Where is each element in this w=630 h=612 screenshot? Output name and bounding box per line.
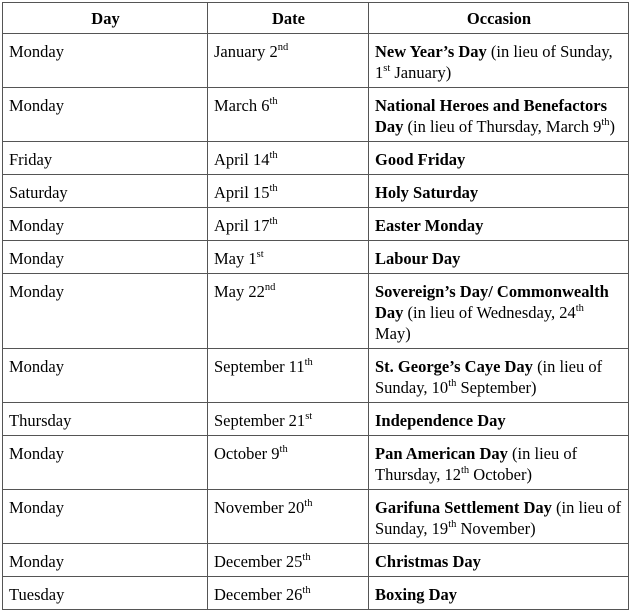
date-text: December 25 xyxy=(214,552,303,571)
table-row xyxy=(3,403,629,436)
occasion-note-suffix: th xyxy=(575,302,584,314)
occasion-name: Independence Day xyxy=(375,411,506,430)
occasion-cell xyxy=(369,577,629,610)
occasion-name: St. George’s Caye Day xyxy=(375,357,533,376)
occasion-note-suffix: th xyxy=(461,464,470,476)
occasion-note-suffix: st xyxy=(383,62,391,74)
date-text: April 14 xyxy=(214,150,270,169)
occasion-cell xyxy=(369,349,629,403)
table-row xyxy=(3,142,629,175)
date-suffix: th xyxy=(269,182,278,194)
date-cell xyxy=(208,208,369,241)
header-day: Day xyxy=(3,3,208,34)
date-text: April 15 xyxy=(214,183,270,202)
occasion-cell xyxy=(369,403,629,436)
date-cell xyxy=(208,490,369,544)
date-cell xyxy=(208,274,369,349)
date-suffix: th xyxy=(302,551,311,563)
date-suffix: nd xyxy=(264,281,276,293)
occasion-note-end: October) xyxy=(469,465,532,484)
date-suffix: st xyxy=(256,248,264,260)
table-row xyxy=(3,34,629,88)
date-text: January 2 xyxy=(214,42,278,61)
occasion-cell xyxy=(369,175,629,208)
date-text: October 9 xyxy=(214,444,280,463)
occasion-name: National Heroes and Benefactors Day xyxy=(375,96,608,136)
date-cell xyxy=(208,577,369,610)
date-suffix: th xyxy=(302,584,311,596)
day-cell: Monday xyxy=(3,349,208,403)
occasion-note-suffix: th xyxy=(448,518,457,530)
date-text: December 26 xyxy=(214,585,303,604)
day-cell: Monday xyxy=(3,34,208,88)
date-text: November 20 xyxy=(214,498,305,517)
day-cell: Monday xyxy=(3,241,208,274)
table-row xyxy=(3,241,629,274)
date-text: May 1 xyxy=(214,249,257,268)
occasion-note-suffix: th xyxy=(601,116,610,128)
occasion-cell xyxy=(369,142,629,175)
date-suffix: th xyxy=(269,149,278,161)
date-suffix: th xyxy=(304,356,313,368)
date-cell xyxy=(208,403,369,436)
date-cell xyxy=(208,88,369,142)
day-cell: Monday xyxy=(3,274,208,349)
date-text: April 17 xyxy=(214,216,270,235)
date-cell xyxy=(208,436,369,490)
occasion-note-end: November) xyxy=(456,519,536,538)
occasion-cell xyxy=(369,544,629,577)
day-cell: Monday xyxy=(3,208,208,241)
date-cell xyxy=(208,544,369,577)
occasion-note: (in lieu of Wednesday, 24 xyxy=(403,303,576,322)
date-suffix: th xyxy=(269,95,278,107)
occasion-name: Sovereign’s Day/ Commonwealth Day xyxy=(375,282,609,322)
occasion-note: (in lieu of Sunday, 19 xyxy=(375,498,622,538)
table-row xyxy=(3,349,629,403)
date-text: May 22 xyxy=(214,282,265,301)
day-cell: Monday xyxy=(3,490,208,544)
header-row xyxy=(3,3,629,34)
occasion-cell xyxy=(369,490,629,544)
occasion-name: Christmas Day xyxy=(375,552,481,571)
table-row xyxy=(3,544,629,577)
table-row xyxy=(3,436,629,490)
date-cell xyxy=(208,142,369,175)
date-suffix: th xyxy=(279,443,288,455)
date-cell xyxy=(208,241,369,274)
occasion-name: Good Friday xyxy=(375,150,466,169)
occasion-cell xyxy=(369,436,629,490)
date-suffix: st xyxy=(305,410,313,422)
holiday-table xyxy=(2,2,629,610)
date-cell xyxy=(208,175,369,208)
occasion-name: Pan American Day xyxy=(375,444,508,463)
header-occasion: Occasion xyxy=(369,3,629,34)
date-cell xyxy=(208,349,369,403)
day-cell: Monday xyxy=(3,88,208,142)
occasion-note-end: January) xyxy=(390,63,452,82)
day-cell: Friday xyxy=(3,142,208,175)
table-row xyxy=(3,577,629,610)
header-date: Date xyxy=(208,3,369,34)
occasion-name: Holy Saturday xyxy=(375,183,479,202)
occasion-note-suffix: th xyxy=(448,377,457,389)
occasion-name: Labour Day xyxy=(375,249,461,268)
date-suffix: th xyxy=(269,215,278,227)
date-text: March 6 xyxy=(214,96,270,115)
date-cell xyxy=(208,34,369,88)
day-cell: Thursday xyxy=(3,403,208,436)
occasion-note: (in lieu of Thursday, March 9 xyxy=(403,117,602,136)
date-suffix: th xyxy=(304,497,313,509)
table-row xyxy=(3,274,629,349)
occasion-cell xyxy=(369,274,629,349)
date-text: September 21 xyxy=(214,411,306,430)
occasion-cell xyxy=(369,34,629,88)
occasion-note: (in lieu of Sunday, 10 xyxy=(375,357,603,397)
occasion-cell xyxy=(369,88,629,142)
occasion-note-end: ) xyxy=(609,117,616,136)
occasion-note-end: September) xyxy=(456,378,537,397)
occasion-name: Easter Monday xyxy=(375,216,484,235)
table-row xyxy=(3,490,629,544)
day-cell: Tuesday xyxy=(3,577,208,610)
occasion-note: (in lieu of Thursday, 12 xyxy=(375,444,578,484)
occasion-note-end: May) xyxy=(375,324,411,343)
day-cell: Monday xyxy=(3,436,208,490)
occasion-note: (in lieu of Sunday, 1 xyxy=(375,42,613,82)
table-row xyxy=(3,175,629,208)
table-row xyxy=(3,208,629,241)
day-cell: Saturday xyxy=(3,175,208,208)
date-suffix: nd xyxy=(277,41,289,53)
occasion-name: New Year’s Day xyxy=(375,42,487,61)
day-cell: Monday xyxy=(3,544,208,577)
date-text: September 11 xyxy=(214,357,305,376)
table-row xyxy=(3,88,629,142)
occasion-cell xyxy=(369,208,629,241)
occasion-cell xyxy=(369,241,629,274)
occasion-name: Garifuna Settlement Day xyxy=(375,498,552,517)
occasion-name: Boxing Day xyxy=(375,585,458,604)
